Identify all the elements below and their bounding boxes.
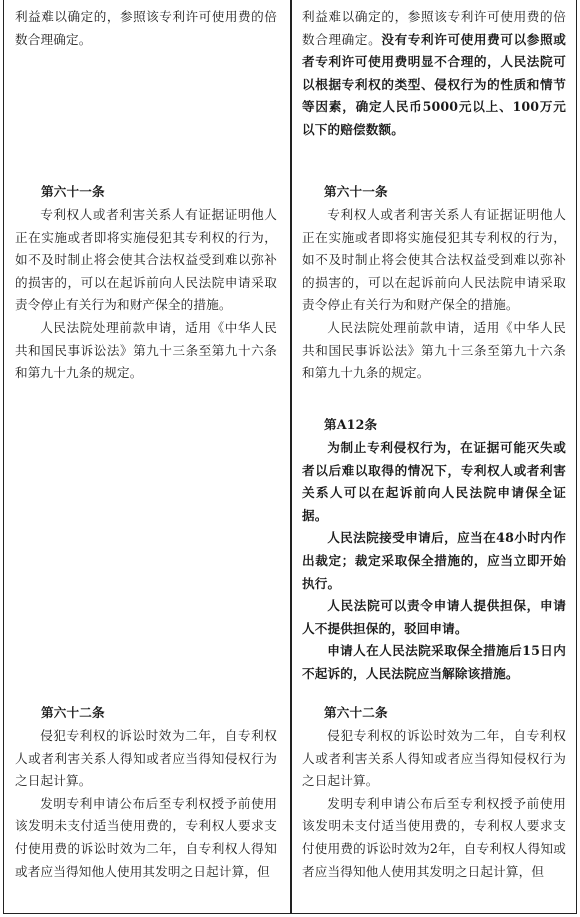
right-art62-block <box>302 725 566 883</box>
left-art62-para-2: 发明专利申请公布后至专利权授予前使用该发明未支付适当使用费的，专利权人要求支付使用费的诉讼时效为二年，自专利权人得知或者应当得知他人使用其发明之日起计算，但 <box>15 795 277 879</box>
left-art62-block <box>15 725 277 883</box>
right-artA12-para-1: 为制止专利侵权行为，在证据可能灭失或者以后难以取得的情况下，专利权人或者利害关系人可以在起诉前向人民法院申请保全证据。 <box>302 440 566 523</box>
left-art61-para-2: 人民法院处理前款申请，适用《中华人民共和国民事诉讼法》第九十三条至第九十六条和第九十九条的规定。 <box>15 319 277 381</box>
right-art62-heading: 第六十二条 <box>324 705 388 720</box>
right-top-paragraph-added: 没有专利许可使用费可以参照或者专利许可使用费明显不合理的，人民法院可以根据专利权的类型、侵权行为的性质和情节等因素，确定人民币5000元以上、100万元以下的赔偿数额。 <box>302 31 566 137</box>
left-art61-heading: 第六十一条 <box>41 184 105 199</box>
left-art61-para-1: 专利权人或者利害关系人有证据证明他人正在实施或者即将实施侵犯其专利权的行为，如不及时制止将会使其合法权益受到难以弥补的损害的，可以在起诉前向人民法院申请采取责令停止有关行为和财产保全的措施。 <box>15 207 277 313</box>
right-artA12-para-4: 申请人在人民法院采取保全措施后15日内不起诉的，人民法院应当解除该措施。 <box>302 643 566 681</box>
right-artA12-para-3: 人民法院可以责令申请人提供担保，申请人不提供担保的，驳回申请。 <box>302 598 566 636</box>
right-art61-para-1: 专利权人或者利害关系人有证据证明他人正在实施或者即将实施侵犯其专利权的行为，如不及时制止将会使其合法权益受到难以弥补的损害的，可以在起诉前向人民法院申请采取责令停止有关行为和财产保全的措施。 <box>302 207 566 313</box>
right-art61-block <box>302 204 566 385</box>
right-top-paragraph <box>302 6 566 142</box>
right-artA12-block <box>302 437 566 686</box>
left-top-block <box>15 6 277 51</box>
left-art61-block <box>15 204 277 385</box>
right-top-block <box>302 6 566 142</box>
right-artA12-heading: 第A12条 <box>324 417 378 432</box>
right-art62-para-1: 侵犯专利权的诉讼时效为二年，自专利权人或者利害关系人得知或者应当得知侵权行为之日起计算。 <box>302 728 566 789</box>
right-art62-para-2: 发明专利申请公布后至专利权授予前使用该发明未支付适当使用费的，专利权人要求支付使用费的诉讼时效为2年，自专利权人得知或者应当得知他人使用其发明之日起计算，但 <box>302 795 566 879</box>
left-art62-para-1: 侵犯专利权的诉讼时效为二年，自专利权人或者利害关系人得知或者应当得知侵权行为之日起计算。 <box>15 728 277 789</box>
left-art62-heading: 第六十二条 <box>41 705 105 720</box>
right-top-paragraph-original: 利益难以确定的，参照该专利许可使用费的倍数合理确定。 <box>302 9 566 47</box>
right-art61-para-2: 人民法院处理前款申请，适用《中华人民共和国民事诉讼法》第九十三条至第九十六条和第九十九条的规定。 <box>302 319 566 381</box>
left-top-paragraph: 利益难以确定的，参照该专利许可使用费的倍数合理确定。 <box>15 9 277 47</box>
right-art61-heading: 第六十一条 <box>324 184 388 199</box>
column-divider <box>290 0 292 914</box>
right-artA12-para-2: 人民法院接受申请后，应当在48小时内作出裁定；裁定采取保全措施的，应当立即开始执行。 <box>302 530 566 591</box>
